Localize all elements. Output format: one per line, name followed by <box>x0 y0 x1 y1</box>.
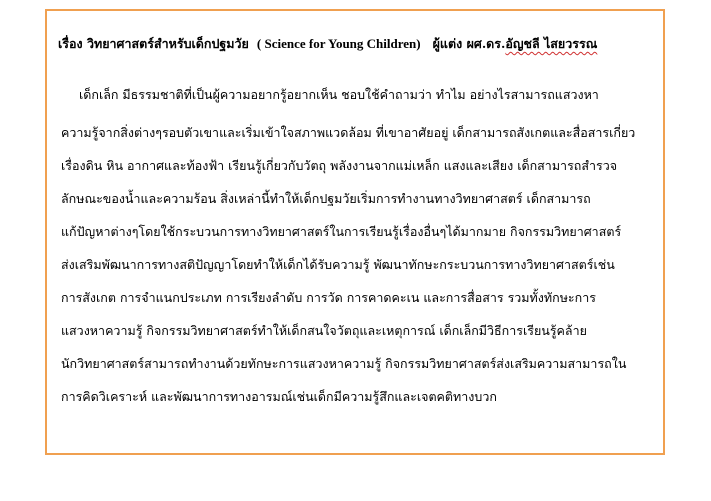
text-frame <box>45 9 665 455</box>
author-label: ผู้แต่ง ผศ.ดร. <box>432 36 506 51</box>
paragraph-line-4: ลักษณะของน้ำและความร้อน สิ่งเหล่านี้ทำให้เด็กปฐมวัยเริ่มการทำงานทางวิทยาศาสตร์ เด็กสามารถ <box>61 191 591 206</box>
paragraph-line-7: การสังเกต การจำแนกประเภท การเรียงลำดับ การวัด การคาดคะเน และการสื่อสาร รวมทั้งทักษะการ <box>61 290 596 305</box>
author-name: อัญชลี ไสยวรรณ <box>505 36 598 51</box>
document-title <box>58 37 597 51</box>
title-thai: เรื่อง วิทยาศาสตร์สำหรับเด็กปฐมวัย <box>58 36 249 51</box>
paragraph-line-2: ความรู้จากสิ่งต่างๆรอบตัวเขาและเริ่มเข้าใจสภาพแวดล้อม ที่เขาอาศัยอยู่ เด็กสามารถสังเกตและสื่อสารเกี่ยว <box>61 125 636 140</box>
paragraph-line-8: แสวงหาความรู้ กิจกรรมวิทยาศาสตร์ทำให้เด็กสนใจวัตถุและเหตุการณ์ เด็กเล็กมีวิธีการเรียนรู้คล้าย <box>61 323 587 338</box>
paragraph-line-5: แก้ปัญหาต่างๆโดยใช้กระบวนการทางวิทยาศาสตร์ในการเรียนรู้เรื่องอื่นๆได้มากมาย กิจกรรมวิทยาศาสตร์ <box>61 224 622 239</box>
paragraph-line-10: การคิดวิเคราะห์ และพัฒนาการทางอารมณ์เช่นเด็กมีความรู้สึกและเจตคติทางบวก <box>61 389 497 404</box>
title-english: ( Science for Young Children) <box>256 36 421 51</box>
paragraph-line-1: เด็กเล็ก มีธรรมชาติที่เป็นผู้ความอยากรู้อยากเห็น ชอบใช้คำถามว่า ทำไม อย่างไรสามารถแสวงหา <box>79 87 599 102</box>
paragraph-line-9: นักวิทยาศาสตร์สามารถทำงานด้วยทักษะการแสวงหาความรู้ กิจกรรมวิทยาศาสตร์ส่งเสริมความสามารถใน <box>61 356 627 371</box>
paragraph-line-6: ส่งเสริมพัฒนาการทางสติปัญญาโดยทำให้เด็กได้รับความรู้ พัฒนาทักษะกระบวนการทางวิทยาศาสตร์เช่น <box>61 257 615 272</box>
paragraph-line-3: เรื่องดิน หิน อากาศและท้องฟ้า เรียนรู้เกี่ยวกับวัตถุ พลังงานจากแม่เหล็ก แสงและเสียง เด็กสามารถสำรวจ <box>61 158 618 173</box>
